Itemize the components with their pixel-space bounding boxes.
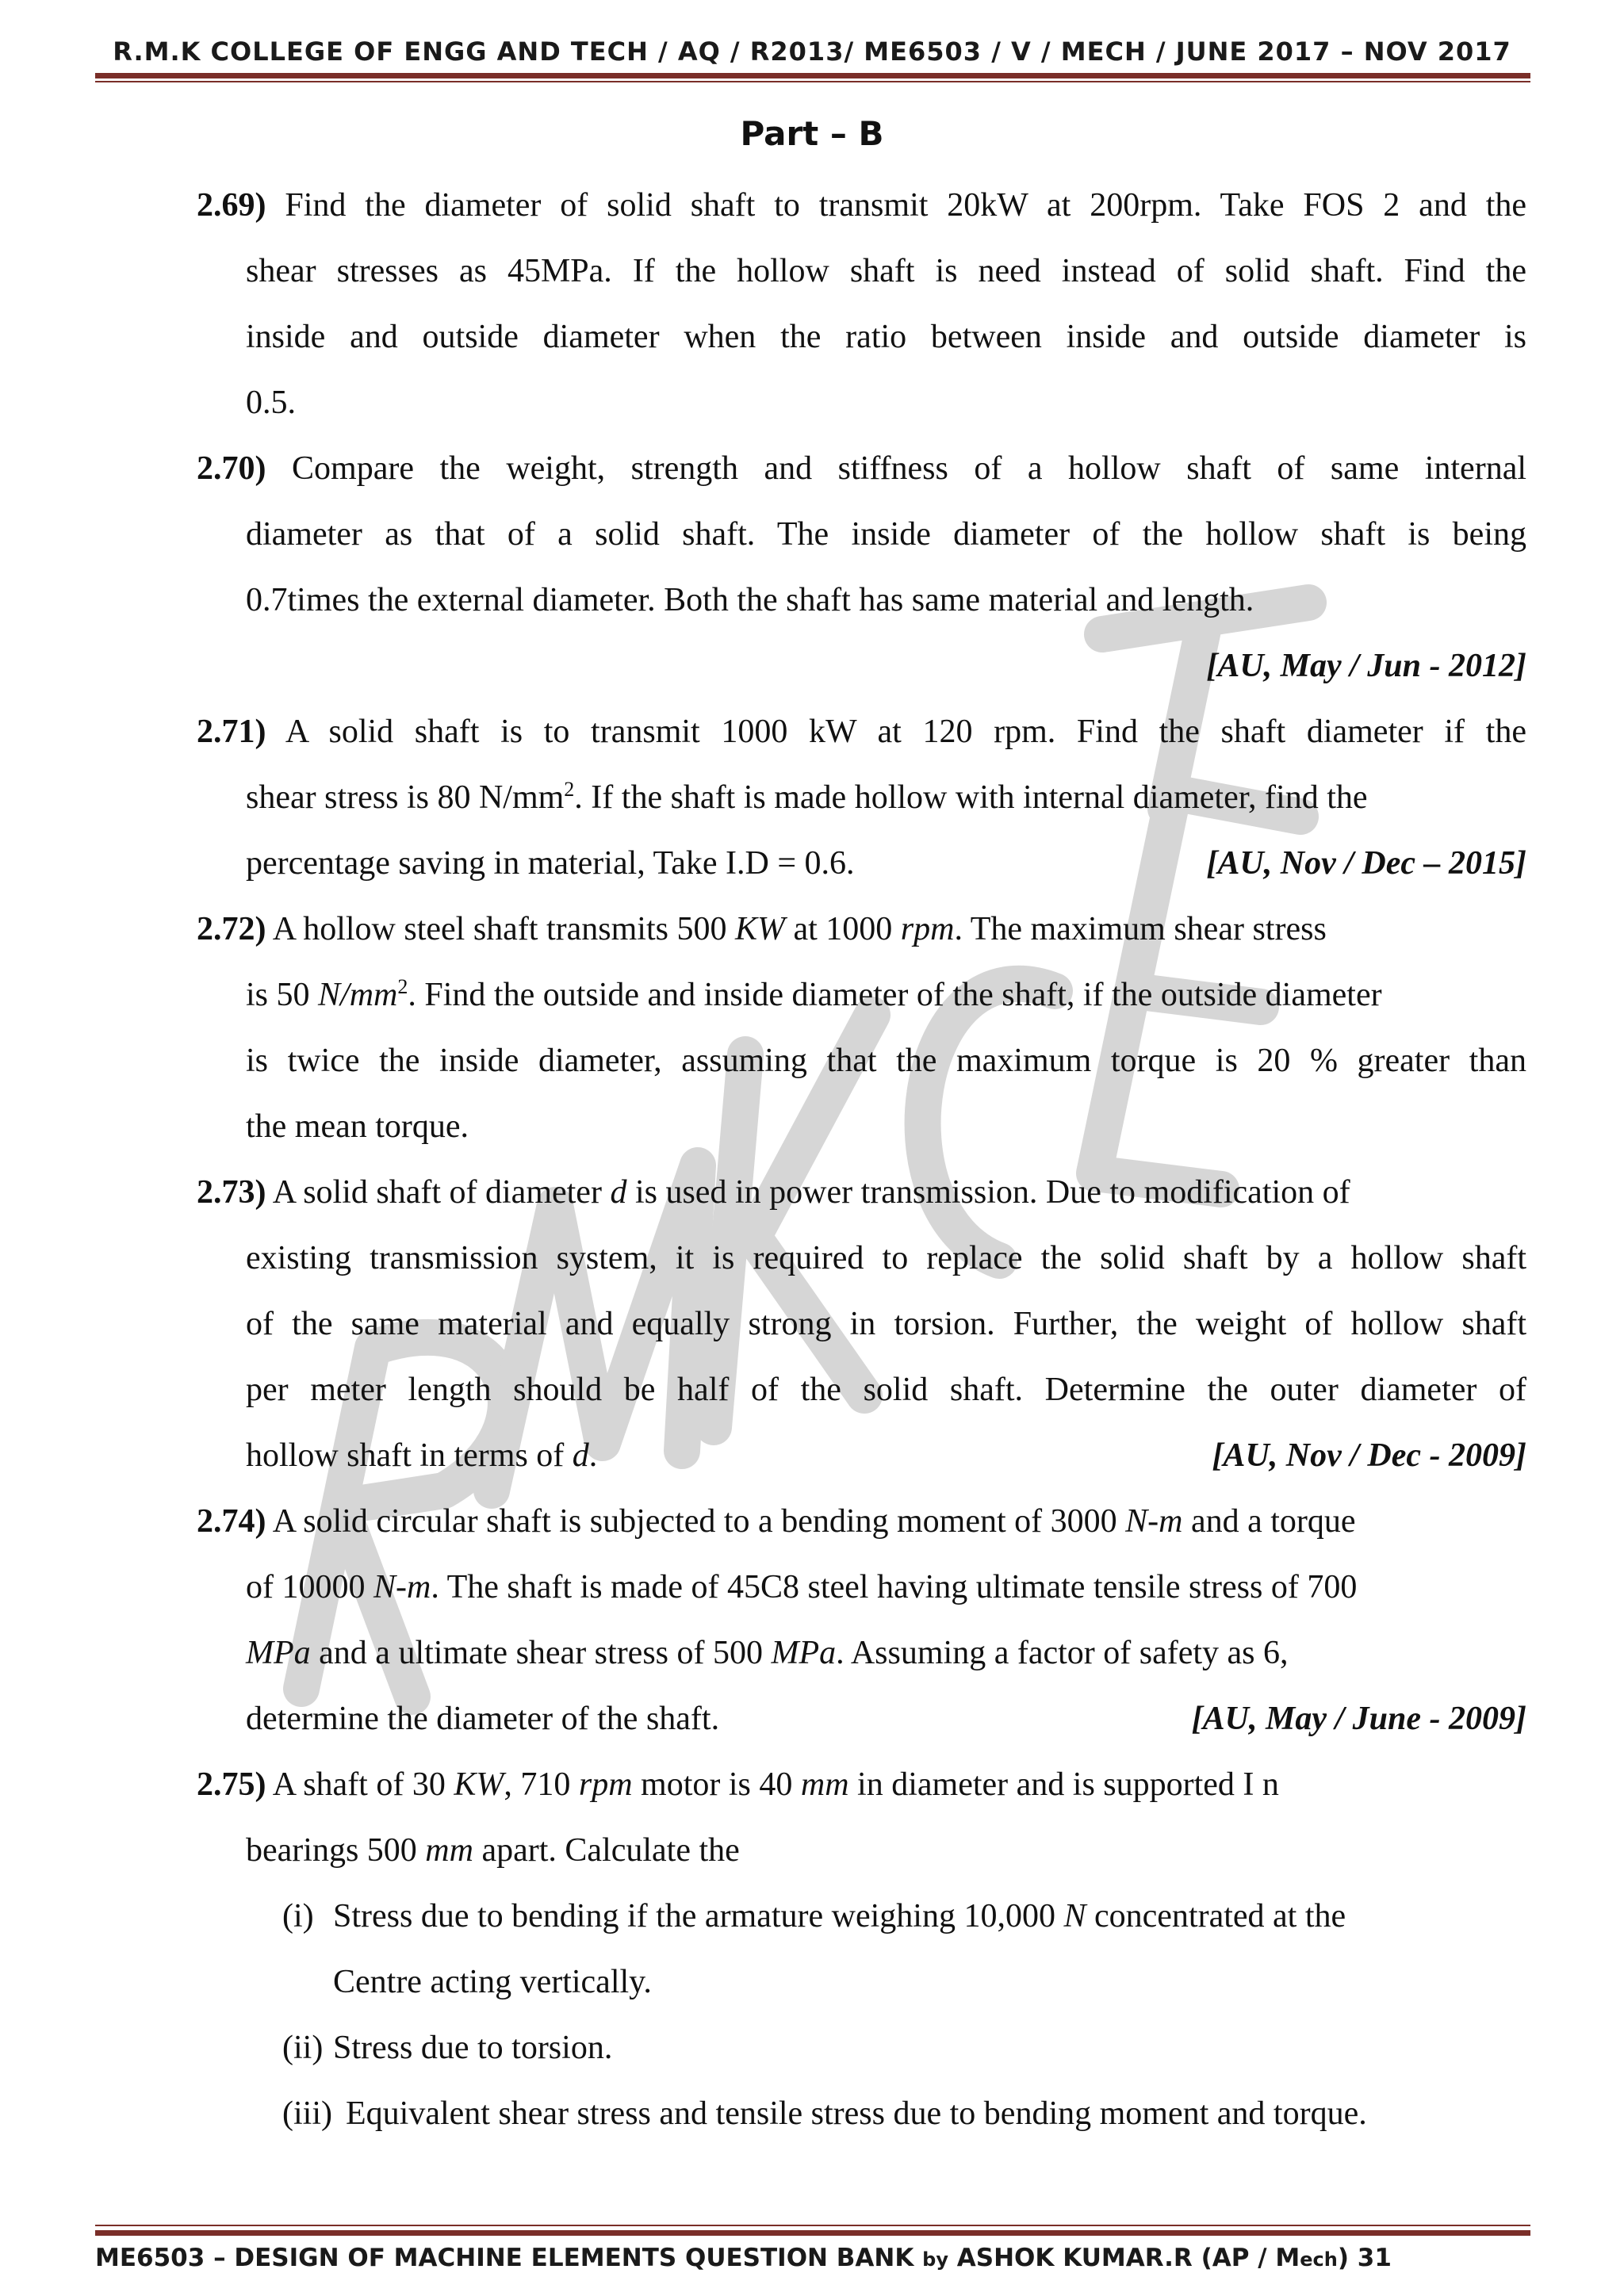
question-number: 2.72) [197, 911, 266, 947]
page-footer: ME6503 – DESIGN OF MACHINE ELEMENTS QUESTION BANK by ASHOK KUMAR.R (AP / Mech) 31 [95, 2244, 1392, 2272]
footer-rule-thin [95, 2225, 1530, 2226]
question-number: 2.69) [197, 187, 266, 224]
subitem-label: (ii) [282, 2030, 324, 2066]
page-number: 31 [1357, 2244, 1392, 2272]
question-text: 0.7times the external diameter. Both the shaft has same material and length. [246, 582, 1254, 618]
question-number: 2.70) [197, 450, 266, 487]
exam-reference: [AU, Nov / Dec – 2015] [1206, 845, 1526, 882]
exam-reference: [AU, May / June - 2009] [1191, 1701, 1526, 1737]
exam-reference: [AU, May / Jun - 2012] [1206, 648, 1526, 684]
question-text: determine the diameter of the shaft. [246, 1701, 720, 1737]
exam-reference: [AU, Nov / Dec - 2009] [1212, 1437, 1526, 1474]
superscript: 2 [564, 778, 575, 801]
page-header: R.M.K COLLEGE OF ENGG AND TECH / AQ / R2013/ ME6503 / V / MECH / JUNE 2017 – NOV 2017 [113, 36, 1511, 67]
question-text: shear stress is 80 N/mm [246, 779, 565, 816]
question-number: 2.73) [197, 1174, 266, 1211]
question-text: percentage saving in material, Take I.D = 0.6. [246, 845, 855, 882]
question-text: shear stresses as 45MPa. If the hollow shaft is need instead of solid shaft. Find the [246, 253, 1526, 289]
question-number: 2.71) [197, 714, 266, 750]
question-text: diameter as that of a solid shaft. The inside diameter of the hollow shaft is being [246, 516, 1526, 553]
question-text: of the same material and equally strong in torsion. Further, the weight of hollow shaft [246, 1306, 1526, 1342]
question-number: 2.74) [197, 1503, 266, 1540]
part-title: Part – B [740, 114, 884, 153]
question-text: inside and outside diameter when the ratio between inside and outside diameter is [246, 319, 1526, 355]
subitem-text: Centre acting vertically. [333, 1964, 652, 2000]
subitem-label: (iii) [282, 2095, 332, 2132]
superscript: 2 [397, 975, 408, 998]
question-text: the mean torque. [246, 1108, 469, 1145]
question-list: 2.69) Find the diameter of solid shaft to transmit 20kW at 200rpm. Take FOS 2 and the shear stresses as 45MPa. If the hollow shaft is need instead of solid shaft. Find the inside and outside diameter when the ratio between inside and outside diameter is 0.5. 2.70) Compare the weight, strength and stiffness of a hollow shaft of same internal diameter as that of a solid shaft. The inside diameter of the hollow shaft is being 0.7times the external diameter. Both the shaft has same material and length. [AU, May / Jun - 2012] 2.71) A solid shaft is to transmit 1000 kW at 120 rpm. Find the shaft diameter if the shear stress is 80 $N/mm^2$. If the shaft is made hollow with internal diameter, find the percentage saving in material, Take I.D = 0.6. [AU, Nov / Dec – 2015] 2.72) A hollow steel shaft transmits 500 KW at 1000 rpm. The maximum shear stress is 50 $N/mm^2$. Find the outside and inside diameter of the shaft, if the outside diameter is twice the inside diameter, assuming that the maximum torque is 20 % greater than the mean torque. 2.73) A solid shaft of diameter d is used in power transmission. Due to modification of existing transmission system, it is required to replace the solid shaft by a hollow shaft of the same material and equally strong in torsion. Further, the weight of hollow shaft per meter length should be half of the solid shaft. Determine the outer diameter of hollow shaft in terms of d. [AU, Nov / Dec - 2009] 2.74) A solid circular shaft is subjected to a bending moment of 3000 N-m and a torque of 10000 N-m. The shaft is made of 45C8 steel having ultimate tensile stress of 700 MPa and a ultimate shear stress of 500 MPa. Assuming a factor of safety as 6, determine the diameter of the shaft. [AU, May / June - 2009] 2.75) A shaft of 30 KW, 710 rpm motor is 40 mm in diameter and is supported I n bearings 500 mm apart. Calculate the (i) Stress due to bending if the armature weighing 10,000 N concentrated at the Centre acting vertically. (ii) Stress due to torsion. (iii) Equivalent shear stress and tensile stress due to bending moment and torque. [197, 187, 1527, 2132]
subitem-text: Stress due to torsion. [333, 2030, 613, 2066]
question-text: per meter length should be half of the solid shaft. Determine the outer diameter of [246, 1372, 1526, 1408]
footer-rule-thick [95, 2230, 1530, 2236]
question-text: A solid shaft is to transmit 1000 kW at 120 rpm. Find the shaft diameter if the [285, 714, 1526, 750]
subitem-label: (i) [282, 1898, 314, 1934]
question-text: existing transmission system, it is required to replace the solid shaft by a hollow shaft [246, 1240, 1526, 1276]
question-number: 2.75) [197, 1766, 266, 1803]
question-text: Find the diameter of solid shaft to transmit 20kW at 200rpm. Take FOS 2 and the [285, 187, 1527, 224]
question-text: 0.5. [246, 385, 296, 421]
question-text: is twice the inside diameter, assuming that the maximum torque is 20 % greater than [246, 1043, 1526, 1079]
question-text: Compare the weight, strength and stiffness of a hollow shaft of same internal [292, 450, 1526, 487]
question-text: . If the shaft is made hollow with internal diameter, find the [574, 779, 1368, 816]
subitem-text: Equivalent shear stress and tensile stress due to bending moment and torque. [346, 2095, 1367, 2132]
